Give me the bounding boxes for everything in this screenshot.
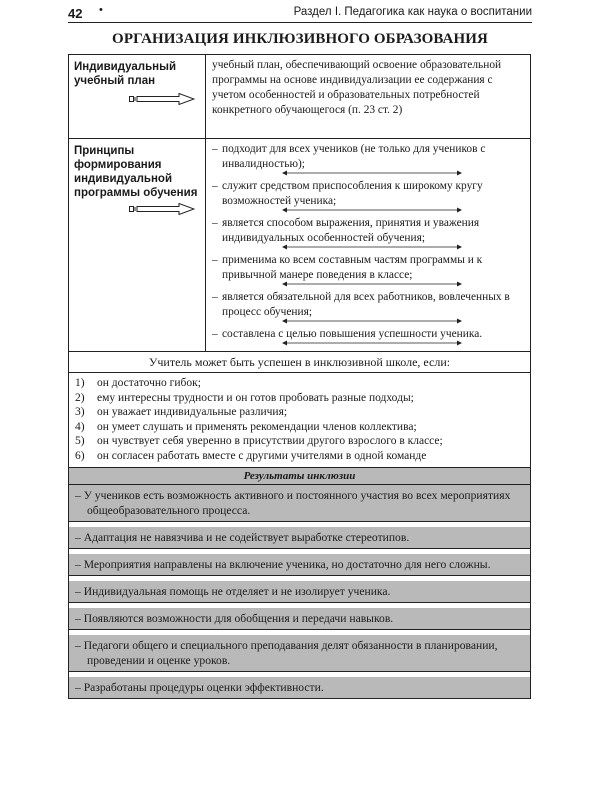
principle-item (212, 216, 524, 250)
running-head-bullet: • (99, 4, 103, 16)
condition-number: 6) (75, 449, 85, 462)
result-text: Педагоги общего и специального преподавания делят обязанности в планировании, проведении и оценке уроков. (83, 639, 498, 667)
principles-list (212, 142, 524, 346)
result-text: У учеников есть возможность активного и постоянного участия во всех мероприятиях общеобразовательного процесса. (83, 489, 511, 517)
principles-row (69, 139, 530, 352)
condition-text: ему интересны трудности и он готов пробовать разные подходы; (97, 391, 414, 404)
condition-item (75, 420, 524, 435)
principle-text: является обязательной для всех работников, вовлеченных в процесс обучения; (222, 291, 510, 318)
result-item (69, 677, 530, 698)
dash-bullet: – (212, 328, 218, 340)
right-arrow-icon (129, 203, 195, 215)
result-text: Появляются возможности для обобщения и передачи навыков. (83, 612, 394, 625)
dash-bullet: – (75, 681, 81, 694)
dash-bullet: – (75, 558, 81, 571)
dash-bullet: – (75, 639, 81, 652)
condition-item (75, 449, 524, 464)
right-arrow-icon (129, 93, 195, 105)
result-text: Мероприятия направлены на включение ученика, но достаточно для него сложны. (83, 558, 491, 571)
principle-text: является способом выражения, принятия и уважения индивидуальных особенностей обучения; (222, 217, 480, 244)
principle-text: применима ко всем составным частям программы и к привычной манере поведения в классе; (222, 254, 483, 281)
condition-item (75, 434, 524, 449)
principle-item (212, 142, 524, 176)
principle-text: служит средством приспособления к широкому кругу возможностей ученика; (222, 180, 483, 207)
dash-bullet: – (212, 143, 218, 155)
principle-item (212, 179, 524, 213)
dash-bullet: – (212, 291, 218, 303)
result-item (69, 635, 530, 672)
dash-bullet: – (75, 585, 81, 598)
individual-plan-row (69, 55, 530, 139)
condition-number: 3) (75, 406, 85, 418)
condition-text: он чувствует себя уверенно в присутствии другого взрослого в классе; (97, 435, 443, 447)
condition-item (75, 376, 524, 391)
condition-item (75, 391, 524, 406)
condition-text: он достаточно гибок; (97, 377, 201, 389)
principle-item (212, 327, 524, 346)
results-list (69, 485, 530, 698)
principles-term: Принципы формирования индивидуальной программы обучения (74, 145, 198, 199)
dash-bullet: – (75, 489, 81, 502)
double-arrow-icon (212, 281, 524, 287)
result-text: Адаптация не навязчива и не содействует выработке стереотипов. (83, 531, 410, 544)
condition-text: он умеет слушать и применять рекомендации членов коллектива; (97, 420, 417, 433)
dash-bullet: – (75, 531, 81, 544)
scheme-table (68, 54, 531, 699)
condition-text: он уважает индивидуальные различия; (97, 406, 288, 418)
running-head (68, 4, 532, 23)
dash-bullet: – (212, 217, 218, 229)
individual-plan-definition: учебный план, обеспечивающий освоение образовательной программы на основе индивидуализации ее содержания с учетом особенностей и образовательных потребностей конкретного обучающегося (п. 23 ст. 2) (212, 59, 502, 116)
result-item (69, 581, 530, 603)
teacher-conditions-heading: Учитель может быть успешен в инклюзивной школе, если: (69, 352, 530, 373)
section-title: Раздел I. Педагогика как наука о воспитании (293, 6, 532, 18)
result-item (69, 608, 530, 630)
condition-number: 5) (75, 435, 85, 447)
result-text: Разработаны процедуры оценки эффективности. (83, 681, 324, 694)
individual-plan-term: Индивидуальный учебный план (74, 61, 177, 87)
results-heading: Результаты инклюзии (69, 468, 530, 485)
teacher-conditions-list (69, 373, 530, 468)
double-arrow-icon (212, 170, 524, 176)
dash-bullet: – (212, 254, 218, 266)
result-item (69, 554, 530, 576)
individual-plan-term-cell (69, 55, 206, 138)
condition-number: 2) (75, 391, 85, 404)
double-arrow-icon (212, 340, 524, 346)
result-item (69, 485, 530, 522)
principle-text: составлена с целью повышения успешности ученика. (222, 328, 483, 340)
dash-bullet: – (75, 612, 81, 625)
principle-item (212, 290, 524, 324)
principle-text: подходит для всех учеников (не только для учеников с инвалидностью); (222, 143, 486, 170)
page-number: 42 (68, 6, 83, 21)
dash-bullet: – (212, 180, 218, 192)
principle-item (212, 253, 524, 287)
double-arrow-icon (212, 244, 524, 250)
page-title: ОРГАНИЗАЦИЯ ИНКЛЮЗИВНОГО ОБРАЗОВАНИЯ (112, 31, 488, 47)
condition-number: 1) (75, 377, 85, 389)
condition-text: он согласен работать вместе с другими учителями в одной команде (97, 449, 427, 462)
principles-list-cell (206, 139, 530, 351)
condition-number: 4) (75, 420, 85, 433)
double-arrow-icon (212, 318, 524, 324)
result-text: Индивидуальная помощь не отделяет и не изолирует ученика. (83, 585, 391, 598)
principles-term-cell (69, 139, 206, 351)
double-arrow-icon (212, 207, 524, 213)
result-item (69, 527, 530, 549)
condition-item (75, 405, 524, 420)
